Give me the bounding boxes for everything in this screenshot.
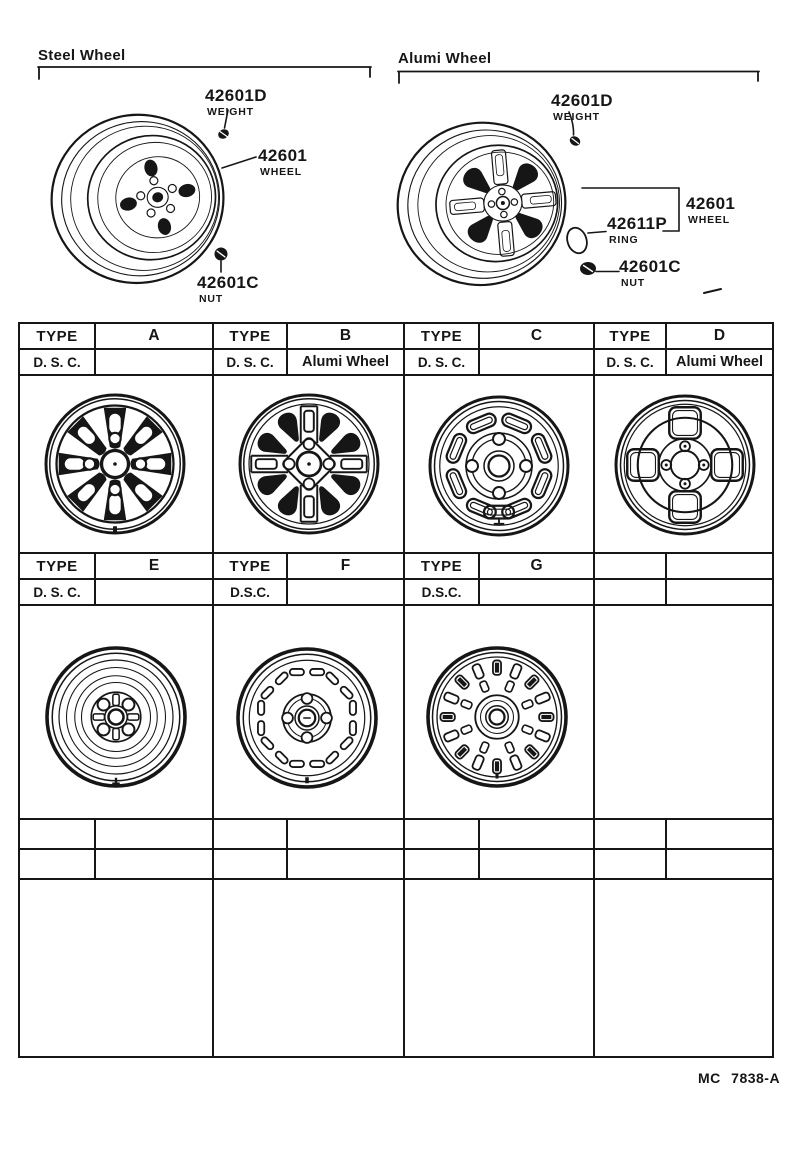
part-label-wheel-steel [258,147,307,177]
type-header-cell: TYPE [229,327,271,345]
dsc-header-cell: D. S. C. [33,584,81,600]
part-number: 42601C [197,273,259,292]
type-g-outer-slots [440,660,553,773]
balance-weight-alumi [568,134,582,147]
leader-lines [221,110,679,272]
wheel-type-b-illustration [234,389,384,539]
grid-line [20,374,772,376]
grid-line [478,820,480,880]
part-label-ring-alumi [607,215,667,245]
grid-line [20,878,772,880]
type-value-cell-c: C [530,327,543,344]
part-label-weight-alumi [551,92,613,122]
scan-mark [704,289,721,293]
part-number: 42601D [205,86,267,105]
dsc-value-cell [288,580,403,604]
type-header-cell: TYPE [36,557,78,575]
grid-line [403,324,405,1056]
dsc-header-cell: D. S. C. [606,354,654,370]
wheel-type-a-illustration [40,389,190,539]
page-code: MC 7838-A [698,1070,781,1086]
dsc-value-cell: Alumi Wheel [675,354,763,370]
grid-line [286,820,288,880]
part-label-nut-steel [197,274,259,304]
type-value-cell-f: F [340,557,351,574]
wheel-ring-alumi [564,225,590,256]
grid-line [593,324,595,1056]
balance-weight-steel [217,128,231,141]
wheel-type-f-illustration [232,643,382,793]
grid-line [20,604,772,606]
type-header-cell: TYPE [420,327,463,345]
wheel-type-table [18,322,774,1058]
dsc-header-cell: D.S.C. [421,584,462,600]
dsc-value-cell [480,580,593,604]
part-number: 42601D [551,91,613,110]
type-header-cell [595,554,665,578]
type-header-cell: TYPE [229,557,271,575]
dsc-header-cell: D. S. C. [226,354,274,370]
grid-line [212,324,214,1056]
part-name: NUT [621,276,645,289]
type-value-cell-g: G [530,557,543,574]
part-number: 42611P [607,214,668,233]
part-name: NUT [199,292,223,305]
type-header-cell: TYPE [36,327,78,345]
type-c-slots [445,412,553,524]
wheel-type-g-illustration [422,642,572,792]
steel-wheel-illustration [35,98,240,300]
wheel-type-d-illustration [610,390,760,540]
part-number: 42601C [619,257,681,276]
part-label-weight-steel [205,87,267,117]
dsc-header-cell: D. S. C. [33,354,81,370]
alumi-section-bracket [398,72,759,84]
grid-line [20,818,772,820]
dsc-value-cell: Alumi Wheel [301,354,389,370]
hub-nut-alumi [581,263,596,275]
part-number: 42601 [686,194,736,213]
dsc-value-cell [480,350,593,374]
dsc-header-cell [595,580,665,604]
type-header-cell: TYPE [609,327,651,345]
dsc-header-cell: D. S. C. [417,354,466,370]
part-name: WHEEL [688,213,730,226]
type-value-cell-a: A [148,327,160,344]
type-value-cell-e: E [148,557,160,574]
part-label-wheel-alumi [686,195,735,225]
steel-section-bracket [38,67,371,79]
part-name: WEIGHT [207,105,254,118]
grid-line [665,820,667,880]
type-d-windows [627,407,743,523]
grid-line [94,820,96,880]
steel-wheel-section-title: Steel Wheel [38,47,126,64]
type-value-cell [667,554,772,578]
type-g-inner-slots [460,680,533,753]
dsc-value-cell [96,580,212,604]
type-value-cell-b: B [339,327,352,344]
part-label-nut-alumi [619,258,681,288]
part-name: WHEEL [260,165,302,178]
dsc-header-cell: D.S.C. [230,584,270,600]
alumi-wheel-illustration [381,106,581,302]
part-name: WEIGHT [553,110,600,123]
dsc-value-cell [667,580,772,604]
type-value-cell-d: D [713,327,726,344]
part-name: RING [609,233,639,246]
type-header-cell: TYPE [420,557,463,575]
alumi-wheel-section-title: Alumi Wheel [398,50,492,67]
wheel-type-e-illustration [41,642,191,792]
grid-line [20,848,772,850]
hub-nut-steel [215,248,227,260]
part-number: 42601 [258,146,308,165]
dsc-value-cell [96,350,212,374]
wheel-type-c-illustration [424,391,574,541]
